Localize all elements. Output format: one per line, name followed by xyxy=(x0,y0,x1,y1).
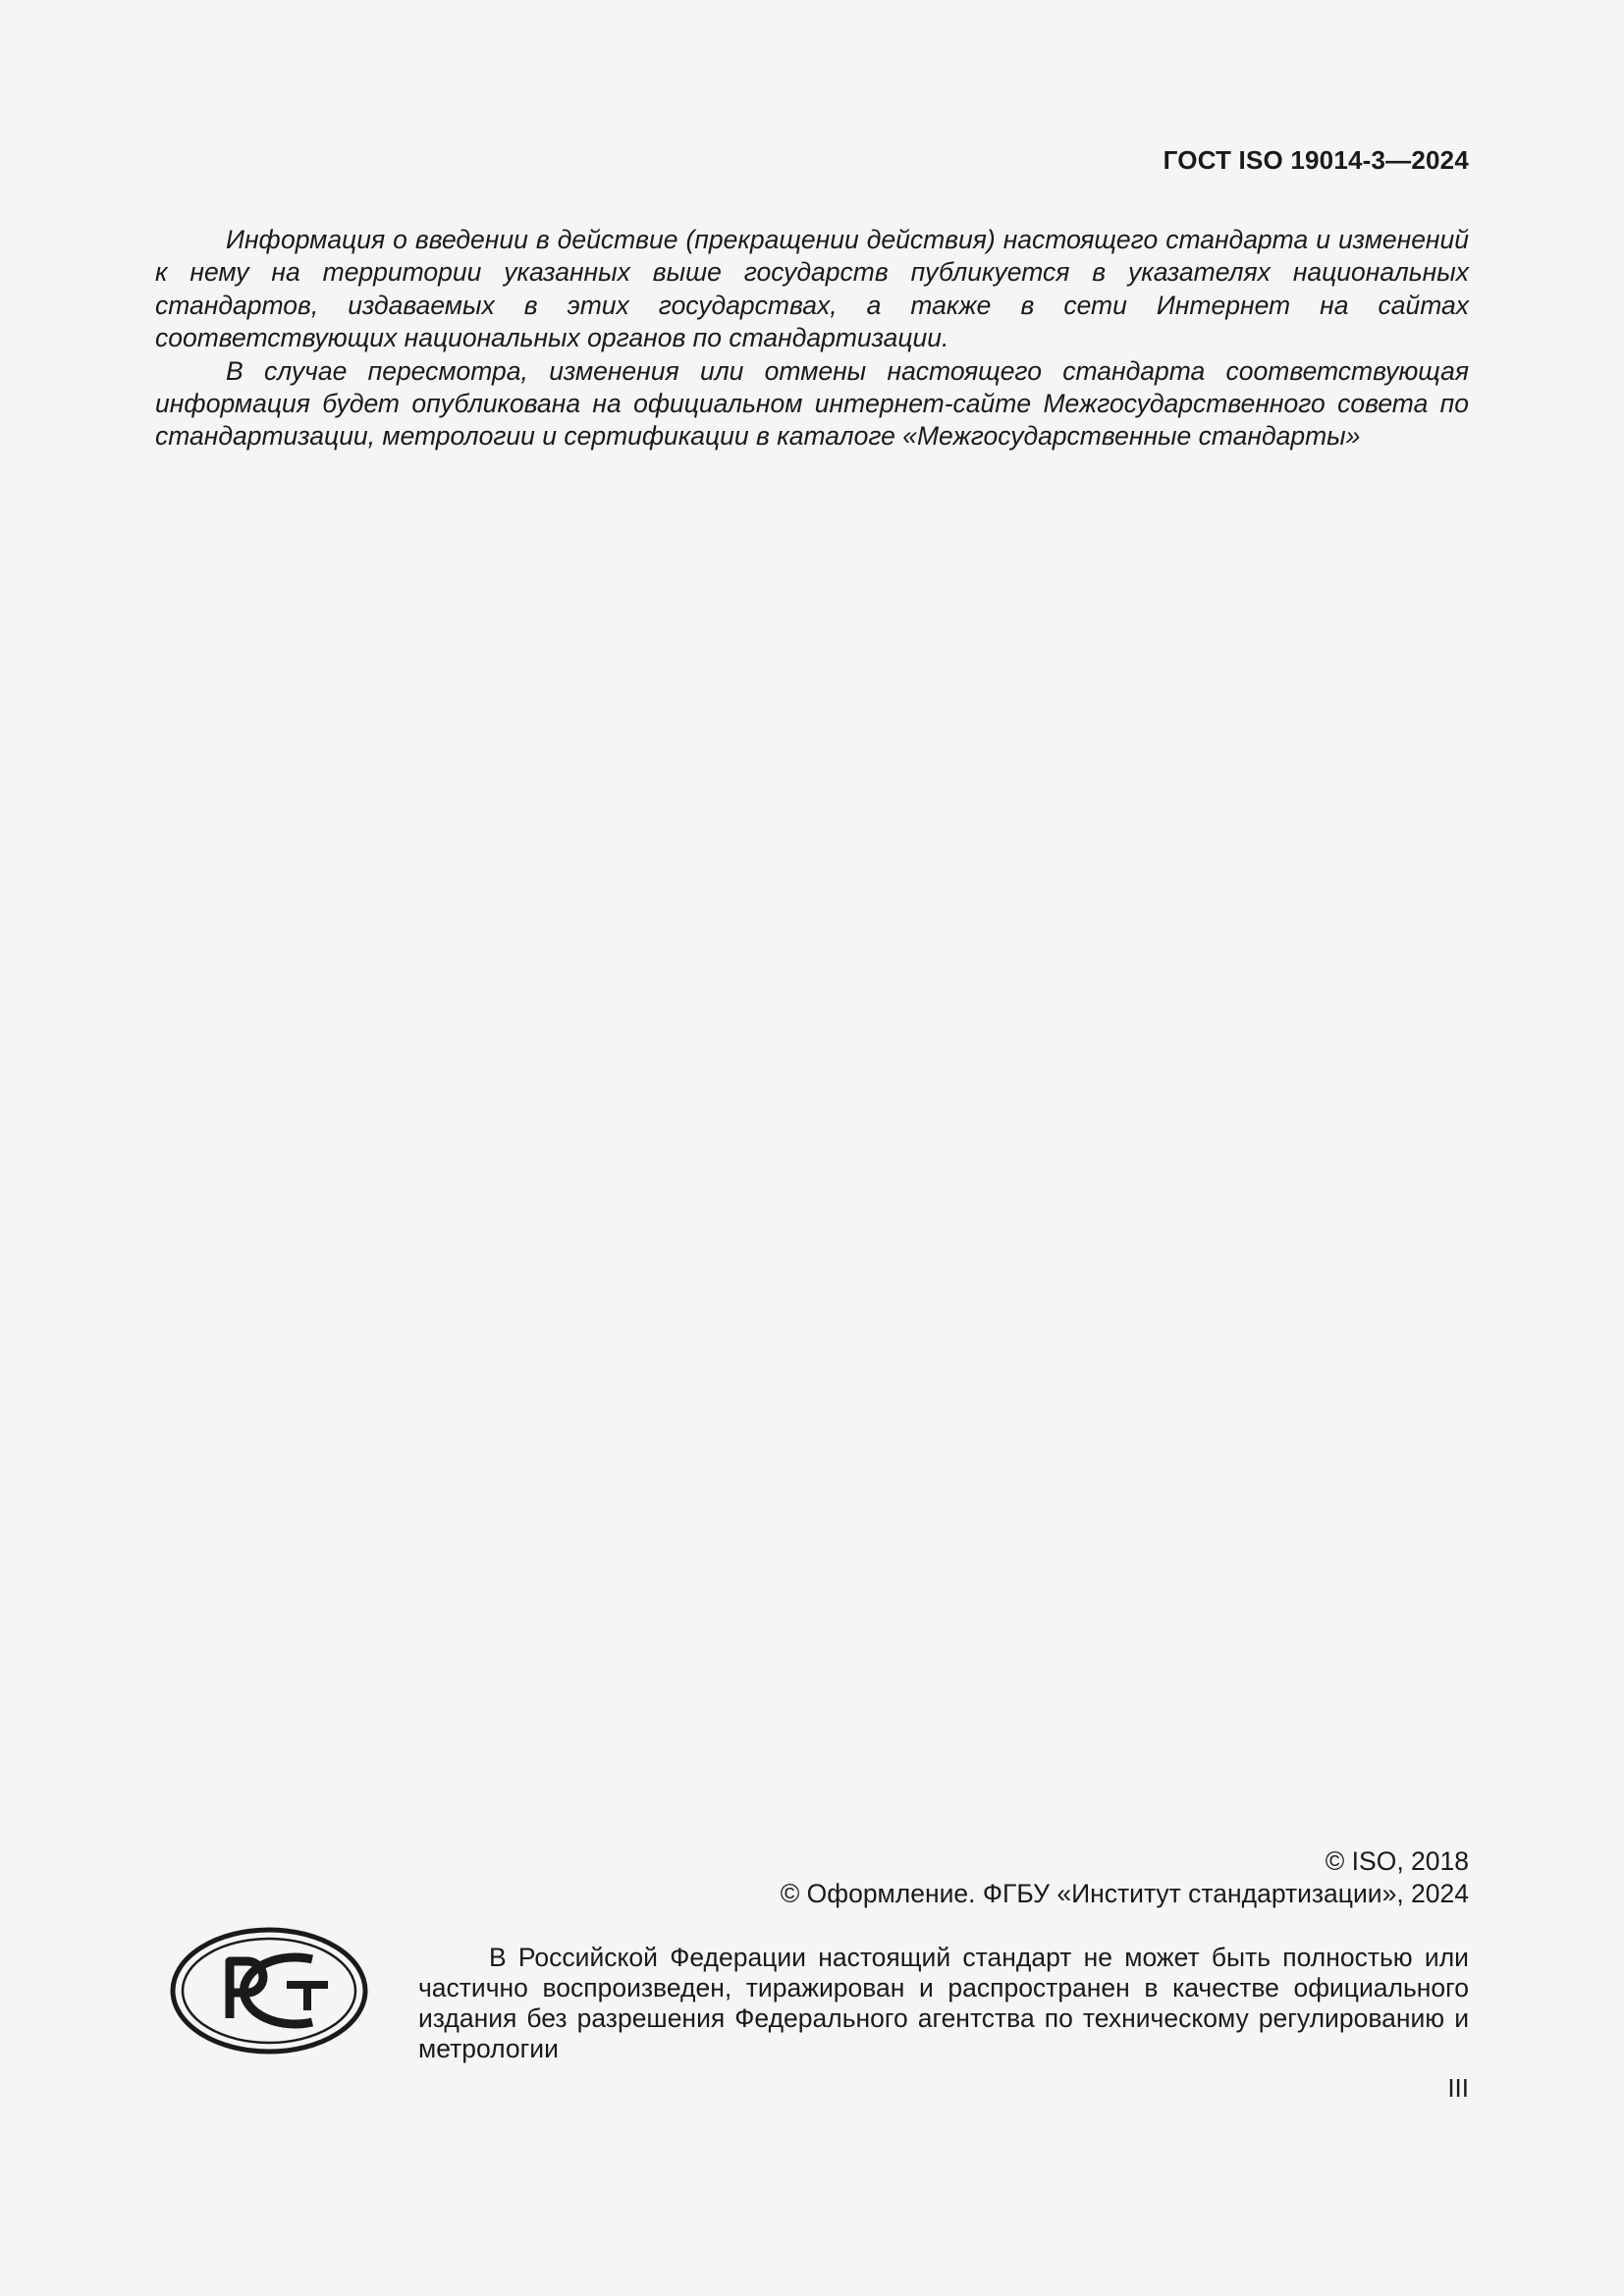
intro-section xyxy=(155,224,1469,454)
copyright-iso: © ISO, 2018 xyxy=(1325,1846,1469,1876)
copyright-design: © Оформление. ФГБУ «Институт стандартизации», 2024 xyxy=(780,1879,1469,1908)
intro-paragraph: В случае пересмотра, изменения или отмены настоящего стандарта соответствующая информация будет опубликована на официальном интернет-сайте Межгосударственного совета по стандартизации, метрологии и сертификации в каталоге «Межгосударственные стандарты» xyxy=(155,355,1469,452)
document-header: ГОСТ ISO 19014-3—2024 xyxy=(1163,145,1469,175)
intro-paragraph: Информация о введении в действие (прекращении действия) настоящего стандарта и изменений к нему на территории указанных выше государств публикуется в указателях национальных стандартов, издаваемых в этих государствах, а также в сети Интернет на сайтах соответствующих национальных органов по стандартизации. xyxy=(155,225,1469,353)
rst-certification-mark-icon xyxy=(169,1926,369,2056)
copyright-block xyxy=(781,1845,1469,1910)
reproduction-notice: В Российской Федерации настоящий стандарт не может быть полностью или частично воспроизведен, тиражирован и распространен в качестве официального издания без разрешения Федерального агентства по техническому регулированию и метрологии xyxy=(418,1943,1469,2063)
page-number: III xyxy=(1447,2073,1469,2103)
